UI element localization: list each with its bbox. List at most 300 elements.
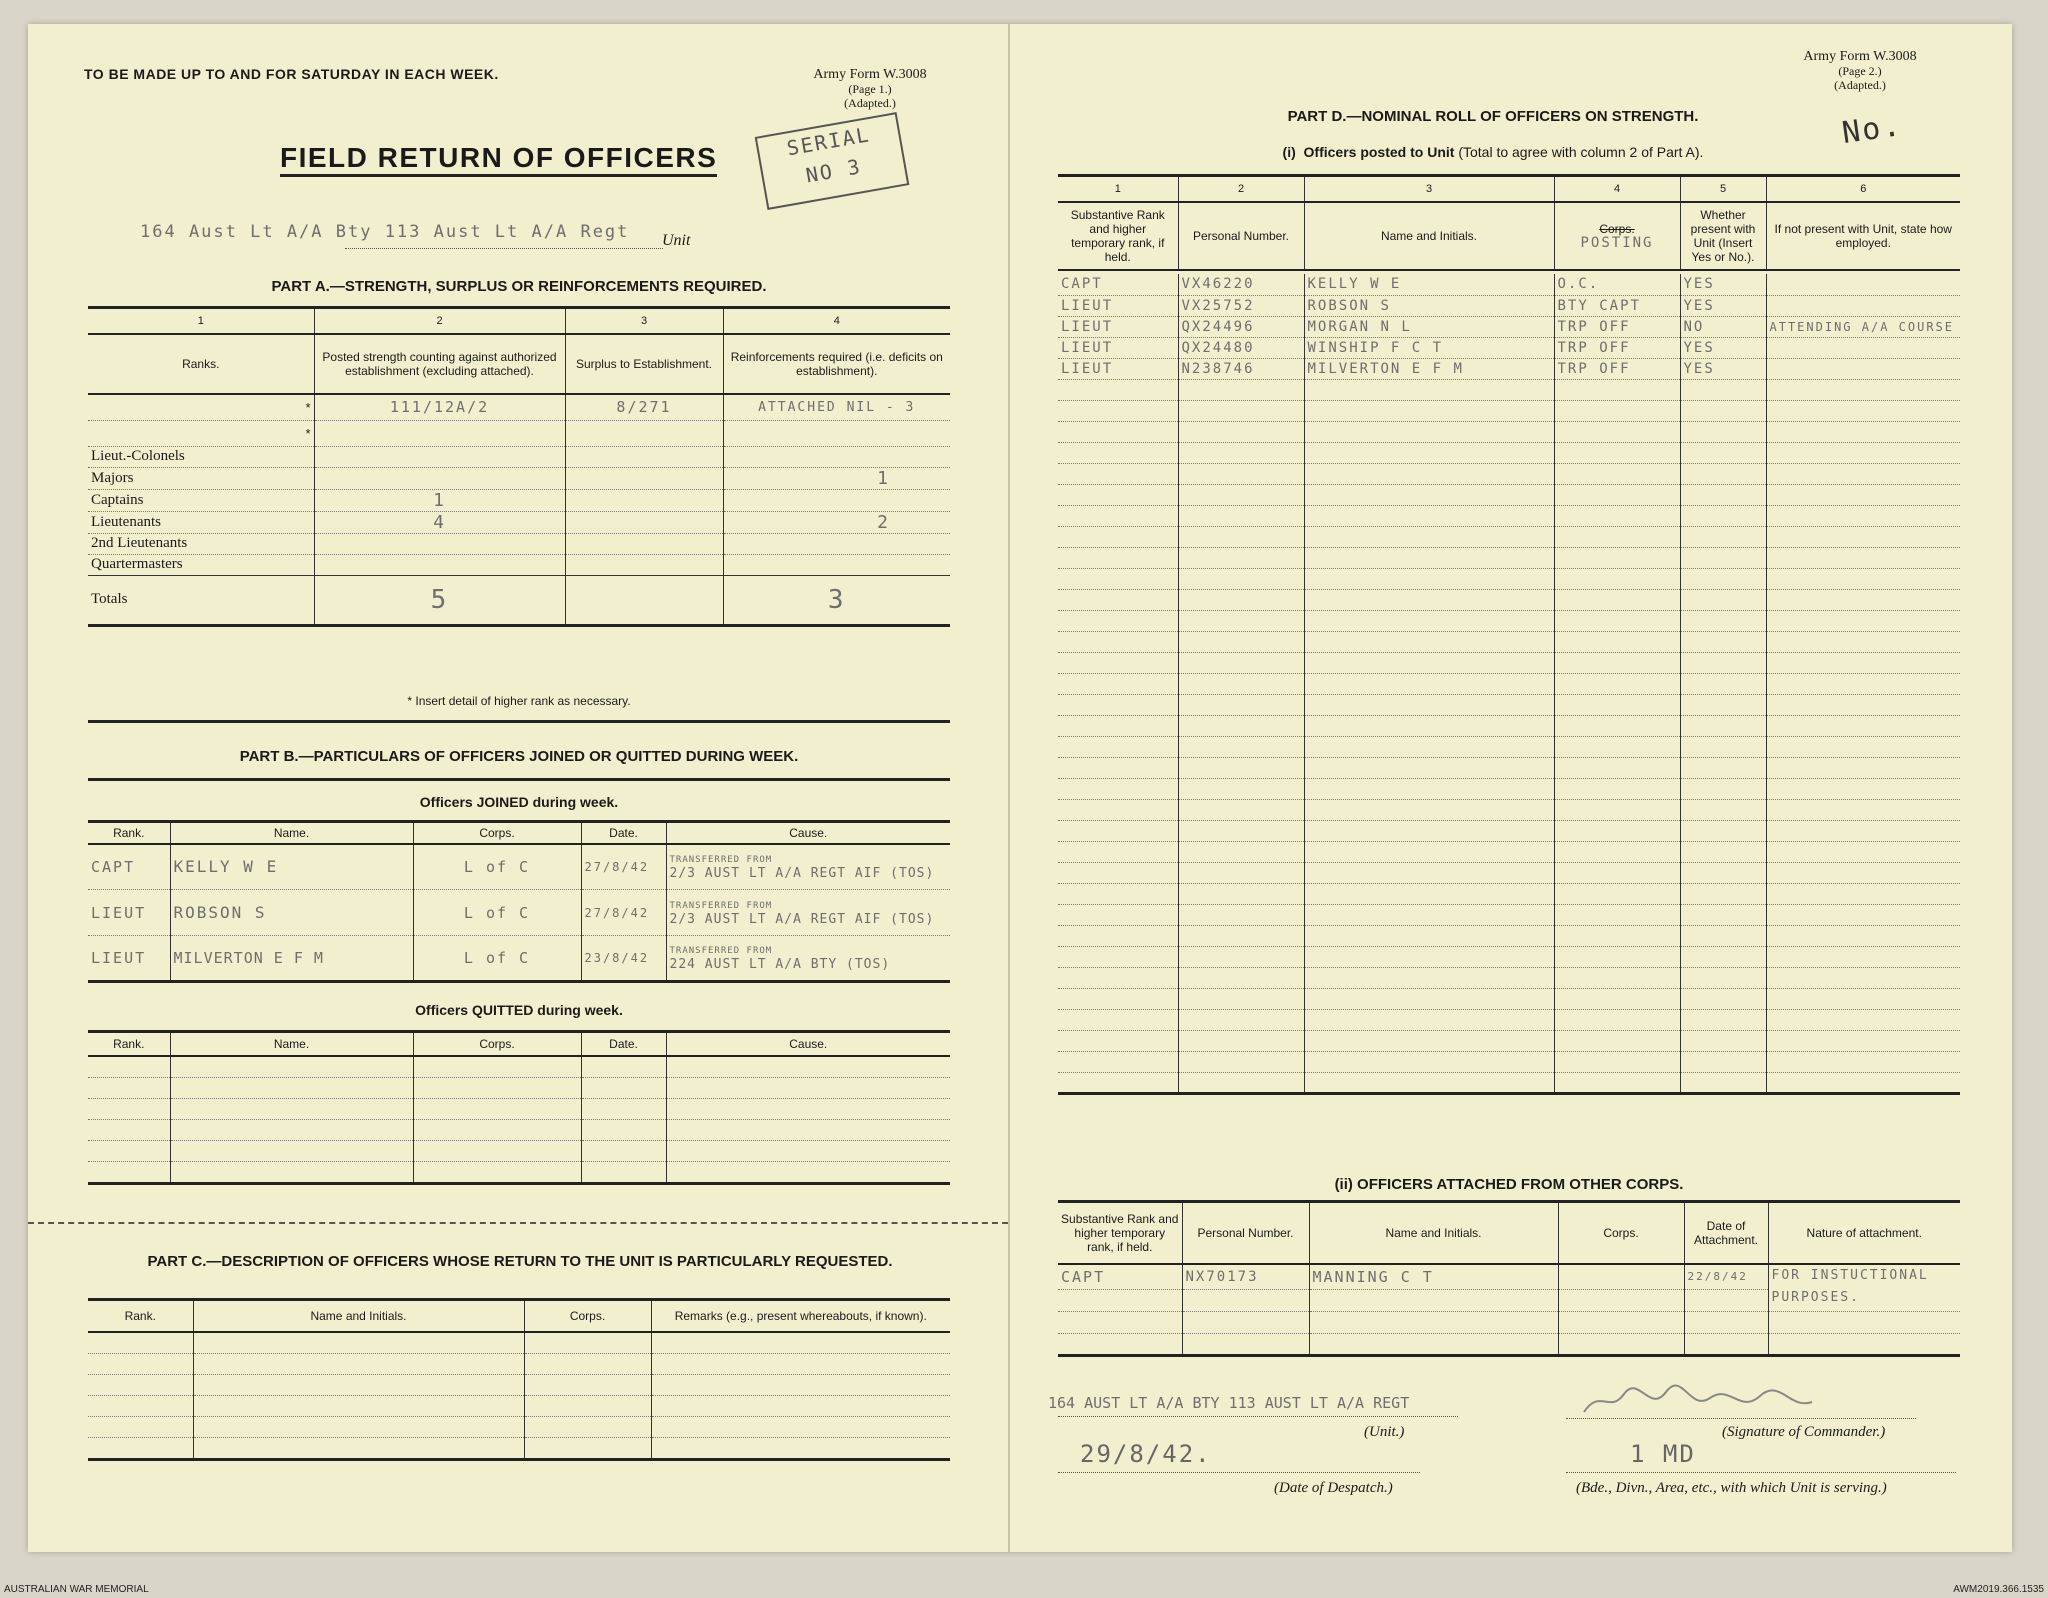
roll-rank bbox=[1058, 505, 1178, 526]
roll-present bbox=[1680, 925, 1766, 946]
roll-number bbox=[1178, 841, 1304, 862]
footer-left: AUSTRALIAN WAR MEMORIAL bbox=[4, 1584, 149, 1595]
reinf-value: 1 bbox=[723, 467, 950, 489]
form-instruction: TO BE MADE UP TO AND FOR SATURDAY IN EACH WEEK. bbox=[84, 66, 499, 82]
roll-number bbox=[1178, 463, 1304, 484]
part-a-table bbox=[88, 306, 950, 627]
roll-name: MORGAN N L bbox=[1304, 316, 1554, 337]
roll-employed bbox=[1766, 673, 1960, 694]
roll-name bbox=[1304, 610, 1554, 631]
nominal-roll-row bbox=[1058, 547, 1960, 568]
nominal-roll-row bbox=[1058, 295, 1960, 316]
roll-number: VX46220 bbox=[1178, 274, 1304, 295]
header-remarks: Remarks (e.g., present whereabouts, if known). bbox=[651, 1300, 950, 1332]
joined-cause: TRANSFERRED FROM 2/3 AUST LT A/A REGT AIF (TOS) bbox=[666, 890, 950, 936]
form-number-p2: Army Form W.3008 (Page 2.) (Adapted.) bbox=[1803, 49, 1917, 92]
part-c-table bbox=[88, 1298, 950, 1461]
roll-number bbox=[1178, 883, 1304, 904]
roll-posting bbox=[1554, 757, 1680, 778]
roll-number bbox=[1178, 1051, 1304, 1072]
roll-present bbox=[1680, 1051, 1766, 1072]
roll-present: YES bbox=[1680, 274, 1766, 295]
nominal-roll-row bbox=[1058, 820, 1960, 841]
surplus-value bbox=[565, 554, 723, 575]
form-title: FIELD RETURN OF OFFICERS bbox=[280, 142, 717, 177]
nominal-roll-row bbox=[1058, 925, 1960, 946]
roll-posting bbox=[1554, 904, 1680, 925]
col-num: 5 bbox=[1680, 176, 1766, 203]
nominal-roll-row bbox=[1058, 778, 1960, 799]
roll-posting bbox=[1554, 421, 1680, 442]
roll-employed bbox=[1766, 442, 1960, 463]
roll-number bbox=[1178, 673, 1304, 694]
joined-row bbox=[88, 844, 950, 890]
roll-rank bbox=[1058, 841, 1178, 862]
cut-line bbox=[28, 1222, 1008, 1224]
attached-corps bbox=[1558, 1264, 1684, 1290]
roll-employed bbox=[1766, 1009, 1960, 1030]
roll-employed bbox=[1766, 358, 1960, 379]
star-row-rank: * bbox=[88, 394, 314, 420]
roll-number bbox=[1178, 526, 1304, 547]
roll-employed bbox=[1766, 820, 1960, 841]
joined-title: Officers JOINED during week. bbox=[419, 794, 619, 810]
part-a-rule bbox=[88, 720, 950, 723]
roll-rank bbox=[1058, 799, 1178, 820]
roll-rank bbox=[1058, 778, 1178, 799]
roll-name bbox=[1304, 547, 1554, 568]
roll-rank: LIEUT bbox=[1061, 360, 1114, 377]
despatch-line bbox=[1058, 1472, 1420, 1473]
roll-rank bbox=[1058, 526, 1178, 547]
roll-name bbox=[1304, 1030, 1554, 1051]
reinf-value bbox=[723, 446, 950, 467]
part-d-rows bbox=[1058, 274, 1960, 1095]
nominal-roll-row bbox=[1058, 484, 1960, 505]
roll-posting bbox=[1554, 547, 1680, 568]
roll-rank bbox=[1058, 1009, 1178, 1030]
roll-posting bbox=[1554, 400, 1680, 421]
header-corps: Corps. bbox=[413, 822, 581, 844]
roll-posting bbox=[1554, 1030, 1680, 1051]
reinf-value: 2 bbox=[723, 511, 950, 533]
roll-number bbox=[1178, 820, 1304, 841]
reinf-value bbox=[723, 489, 950, 511]
col-num: 4 bbox=[1554, 176, 1680, 203]
roll-employed bbox=[1766, 967, 1960, 988]
roll-employed bbox=[1766, 757, 1960, 778]
signoff-unit: 164 AUST LT A/A BTY 113 AUST LT A/A REGT bbox=[1048, 1394, 1410, 1412]
roll-name bbox=[1304, 925, 1554, 946]
roll-rank bbox=[1058, 904, 1178, 925]
roll-posting bbox=[1554, 652, 1680, 673]
roll-name bbox=[1304, 505, 1554, 526]
roll-number bbox=[1178, 610, 1304, 631]
col-num: 2 bbox=[1178, 176, 1304, 203]
nominal-roll-row bbox=[1058, 673, 1960, 694]
roll-name bbox=[1304, 883, 1554, 904]
header-present: Whether present with Unit (Insert Yes or No.). bbox=[1680, 202, 1766, 270]
nominal-roll-row bbox=[1058, 568, 1960, 589]
totals-label: Totals bbox=[91, 591, 128, 607]
form-number: Army Form W.3008 (Page 1.) (Adapted.) bbox=[813, 67, 927, 110]
roll-name bbox=[1304, 736, 1554, 757]
roll-present bbox=[1680, 484, 1766, 505]
surplus-value bbox=[565, 446, 723, 467]
roll-present bbox=[1680, 904, 1766, 925]
roll-rank bbox=[1058, 736, 1178, 757]
nominal-roll-row bbox=[1058, 631, 1960, 652]
roll-employed bbox=[1766, 925, 1960, 946]
joined-date: 23/8/42 bbox=[581, 936, 666, 982]
attached-nature: FOR INSTUCTIONAL PURPOSES. bbox=[1768, 1264, 1960, 1312]
roll-present bbox=[1680, 736, 1766, 757]
roll-present bbox=[1680, 1072, 1766, 1093]
roll-present bbox=[1680, 379, 1766, 400]
posted-value: 1 bbox=[314, 489, 565, 511]
roll-employed bbox=[1766, 568, 1960, 589]
signature-line bbox=[1566, 1418, 1916, 1419]
roll-posting: TRP OFF bbox=[1554, 337, 1680, 358]
header-name: Name and Initials. bbox=[1304, 202, 1554, 270]
header-corps: Corps. bbox=[524, 1300, 651, 1332]
nominal-roll-row bbox=[1058, 358, 1960, 379]
header-employed: If not present with Unit, state how employed. bbox=[1766, 202, 1960, 270]
nominal-roll-row bbox=[1058, 505, 1960, 526]
unit-handwritten: 164 Aust Lt A/A Bty 113 Aust Lt A/A Regt bbox=[140, 222, 630, 242]
roll-name bbox=[1304, 967, 1554, 988]
roll-rank bbox=[1058, 1030, 1178, 1051]
roll-present bbox=[1680, 526, 1766, 547]
nominal-roll-row bbox=[1058, 316, 1960, 337]
header-ranks: Ranks. bbox=[182, 357, 220, 371]
roll-present bbox=[1680, 400, 1766, 421]
roll-posting: TRP OFF bbox=[1554, 316, 1680, 337]
header-number: Personal Number. bbox=[1182, 1202, 1309, 1264]
col-num: 6 bbox=[1766, 176, 1960, 203]
roll-present bbox=[1680, 463, 1766, 484]
roll-rank bbox=[1058, 568, 1178, 589]
roll-name bbox=[1304, 568, 1554, 589]
roll-rank bbox=[1058, 379, 1178, 400]
roll-posting bbox=[1554, 442, 1680, 463]
roll-number bbox=[1178, 757, 1304, 778]
roll-employed bbox=[1766, 421, 1960, 442]
nominal-roll-row bbox=[1058, 1072, 1960, 1093]
surplus-value bbox=[565, 467, 723, 489]
roll-present bbox=[1680, 547, 1766, 568]
roll-posting bbox=[1554, 988, 1680, 1009]
roll-number bbox=[1178, 400, 1304, 421]
joined-row bbox=[88, 936, 950, 982]
nominal-roll-row bbox=[1058, 610, 1960, 631]
unit-dotted-line bbox=[345, 248, 663, 249]
roll-name bbox=[1304, 820, 1554, 841]
col-num: 3 bbox=[565, 308, 723, 335]
header-corps: Corps. POSTING bbox=[1554, 202, 1680, 270]
roll-rank bbox=[1058, 946, 1178, 967]
header-rank: Rank. bbox=[88, 822, 170, 844]
roll-rank bbox=[1058, 1051, 1178, 1072]
header-rank: Substantive Rank and higher temporary rank, if held. bbox=[1070, 208, 1165, 264]
roll-present bbox=[1680, 820, 1766, 841]
header-rank: Substantive Rank and higher temporary rank, if held. bbox=[1058, 1202, 1182, 1264]
nominal-roll-row bbox=[1058, 757, 1960, 778]
nominal-roll-row bbox=[1058, 652, 1960, 673]
roll-present: YES bbox=[1680, 295, 1766, 316]
nominal-roll-row bbox=[1058, 589, 1960, 610]
header-surplus: Surplus to Establishment. bbox=[565, 334, 723, 394]
col-num: 3 bbox=[1304, 176, 1554, 203]
roll-rank bbox=[1058, 967, 1178, 988]
roll-rank bbox=[1058, 589, 1178, 610]
roll-name: WINSHIP F C T bbox=[1304, 337, 1554, 358]
roll-rank bbox=[1058, 883, 1178, 904]
header-cause: Cause. bbox=[666, 1032, 950, 1056]
posted-value: 4 bbox=[314, 511, 565, 533]
header-name: Name and Initials. bbox=[1309, 1202, 1558, 1264]
bde-label: (Bde., Divn., Area, etc., with which Unit is serving.) bbox=[1576, 1480, 1887, 1496]
joined-name: ROBSON S bbox=[170, 890, 413, 936]
nominal-roll-row bbox=[1058, 904, 1960, 925]
roll-number bbox=[1178, 904, 1304, 925]
roll-number bbox=[1178, 862, 1304, 883]
roll-rank bbox=[1058, 547, 1178, 568]
rank-label: Captains bbox=[88, 489, 314, 511]
part-d-sub-i: (i) Officers posted to Unit (Total to agree with column 2 of Part A). bbox=[1282, 144, 1704, 160]
roll-posting bbox=[1554, 925, 1680, 946]
roll-number bbox=[1178, 799, 1304, 820]
header-name: Name. bbox=[170, 1032, 413, 1056]
roll-name bbox=[1304, 799, 1554, 820]
roll-employed bbox=[1766, 526, 1960, 547]
roll-name bbox=[1304, 715, 1554, 736]
nominal-roll-row bbox=[1058, 442, 1960, 463]
nominal-roll-row bbox=[1058, 1051, 1960, 1072]
roll-posting bbox=[1554, 841, 1680, 862]
roll-name bbox=[1304, 673, 1554, 694]
roll-rank: LIEUT bbox=[1061, 297, 1114, 314]
roll-name: MILVERTON E F M bbox=[1304, 358, 1554, 379]
header-name-initials: Name and Initials. bbox=[193, 1300, 524, 1332]
joined-row bbox=[88, 890, 950, 936]
header-name: Name. bbox=[170, 822, 413, 844]
col-num: 1 bbox=[197, 315, 204, 327]
part-d-title: PART D.—NOMINAL ROLL OF OFFICERS ON STRENGTH. bbox=[1287, 108, 1699, 125]
posted-value bbox=[314, 446, 565, 467]
roll-posting bbox=[1554, 673, 1680, 694]
joined-name: MILVERTON E F M bbox=[170, 936, 413, 982]
reinf-value bbox=[723, 533, 950, 554]
roll-present bbox=[1680, 841, 1766, 862]
roll-posting bbox=[1554, 736, 1680, 757]
roll-employed bbox=[1766, 1051, 1960, 1072]
roll-present bbox=[1680, 694, 1766, 715]
roll-employed bbox=[1766, 337, 1960, 358]
roll-present bbox=[1680, 799, 1766, 820]
totals-posted: 5 bbox=[314, 575, 565, 625]
roll-rank bbox=[1058, 610, 1178, 631]
part-a-footnote: * Insert detail of higher rank as necessary. bbox=[407, 694, 631, 708]
part-b-rule bbox=[88, 778, 950, 781]
roll-posting bbox=[1554, 862, 1680, 883]
rank-label: Lieutenants bbox=[88, 511, 314, 533]
roll-present: YES bbox=[1680, 337, 1766, 358]
posted-value bbox=[314, 554, 565, 575]
header-rank: Rank. bbox=[88, 1300, 193, 1332]
roll-present bbox=[1680, 505, 1766, 526]
joined-date: 27/8/42 bbox=[581, 844, 666, 890]
despatch-date: 29/8/42. bbox=[1080, 1440, 1212, 1468]
star-row-reinforcements: ATTACHED NIL - 3 bbox=[723, 394, 950, 420]
footer-right: AWM2019.366.1535 bbox=[1953, 1584, 2044, 1595]
roll-name bbox=[1304, 631, 1554, 652]
nominal-roll-row bbox=[1058, 988, 1960, 1009]
nominal-roll-row bbox=[1058, 841, 1960, 862]
header-posted: Posted strength counting against authorized establishment (excluding attached). bbox=[314, 334, 565, 394]
roll-posting bbox=[1554, 715, 1680, 736]
nominal-roll-row bbox=[1058, 400, 1960, 421]
roll-employed bbox=[1766, 463, 1960, 484]
roll-employed bbox=[1766, 694, 1960, 715]
rank-label: Quartermasters bbox=[88, 554, 314, 575]
roll-number bbox=[1178, 778, 1304, 799]
roll-number bbox=[1178, 631, 1304, 652]
roll-number bbox=[1178, 547, 1304, 568]
roll-posting bbox=[1554, 1009, 1680, 1030]
attached-date: 22/8/42 bbox=[1684, 1264, 1768, 1290]
roll-employed bbox=[1766, 715, 1960, 736]
roll-present bbox=[1680, 967, 1766, 988]
roll-number bbox=[1178, 484, 1304, 505]
roll-employed bbox=[1766, 1030, 1960, 1051]
roll-number bbox=[1178, 925, 1304, 946]
joined-corps: L of C bbox=[413, 936, 581, 982]
roll-posting bbox=[1554, 883, 1680, 904]
joined-table bbox=[88, 820, 950, 983]
roll-name: ROBSON S bbox=[1304, 295, 1554, 316]
roll-name bbox=[1304, 904, 1554, 925]
part-d-table bbox=[1058, 174, 1960, 271]
roll-employed bbox=[1766, 484, 1960, 505]
roll-present bbox=[1680, 862, 1766, 883]
roll-posting bbox=[1554, 778, 1680, 799]
star-row-posted: 111/12A/2 bbox=[314, 394, 565, 420]
roll-posting bbox=[1554, 799, 1680, 820]
roll-number: QX24480 bbox=[1178, 337, 1304, 358]
roll-number bbox=[1178, 946, 1304, 967]
serial-stamp: SERIAL NO 3 bbox=[755, 112, 910, 210]
roll-name bbox=[1304, 526, 1554, 547]
roll-number bbox=[1178, 988, 1304, 1009]
roll-name bbox=[1304, 1051, 1554, 1072]
header-rank: Rank. bbox=[88, 1032, 170, 1056]
surplus-value bbox=[565, 511, 723, 533]
roll-employed bbox=[1766, 904, 1960, 925]
star-row-surplus: 8/271 bbox=[565, 394, 723, 420]
roll-number bbox=[1178, 442, 1304, 463]
roll-present bbox=[1680, 652, 1766, 673]
roll-present bbox=[1680, 421, 1766, 442]
attached-table bbox=[1058, 1200, 1960, 1357]
roll-rank bbox=[1058, 484, 1178, 505]
roll-present bbox=[1680, 589, 1766, 610]
roll-present bbox=[1680, 568, 1766, 589]
serial-no: No. bbox=[1839, 107, 1905, 152]
roll-rank bbox=[1058, 820, 1178, 841]
nominal-roll-row bbox=[1058, 421, 1960, 442]
roll-number bbox=[1178, 652, 1304, 673]
header-date-attached: Date of Attachment. bbox=[1684, 1202, 1768, 1264]
roll-number bbox=[1178, 736, 1304, 757]
reinf-value bbox=[723, 554, 950, 575]
header-corps: Corps. bbox=[1558, 1202, 1684, 1264]
roll-posting bbox=[1554, 589, 1680, 610]
roll-rank bbox=[1058, 652, 1178, 673]
roll-number bbox=[1178, 694, 1304, 715]
quitted-title: Officers QUITTED during week. bbox=[415, 1002, 623, 1018]
roll-posting bbox=[1554, 946, 1680, 967]
roll-employed bbox=[1766, 883, 1960, 904]
nominal-roll-row bbox=[1058, 736, 1960, 757]
part-b-title: PART B.—PARTICULARS OF OFFICERS JOINED OR QUITTED DURING WEEK. bbox=[239, 748, 799, 765]
roll-number: VX25752 bbox=[1178, 295, 1304, 316]
roll-rank bbox=[1058, 421, 1178, 442]
roll-rank bbox=[1058, 631, 1178, 652]
nominal-roll-row bbox=[1058, 337, 1960, 358]
roll-number bbox=[1178, 1072, 1304, 1093]
roll-employed bbox=[1766, 988, 1960, 1009]
roll-posting bbox=[1554, 694, 1680, 715]
joined-name: KELLY W E bbox=[170, 844, 413, 890]
roll-present bbox=[1680, 1009, 1766, 1030]
roll-rank: CAPT bbox=[1061, 276, 1103, 293]
roll-rank bbox=[1058, 694, 1178, 715]
bde-line bbox=[1566, 1472, 1956, 1473]
roll-name bbox=[1304, 694, 1554, 715]
nominal-roll-row bbox=[1058, 463, 1960, 484]
col-num: 4 bbox=[723, 308, 950, 335]
signoff-unit-label: (Unit.) bbox=[1364, 1424, 1405, 1440]
despatch-label: (Date of Despatch.) bbox=[1274, 1480, 1393, 1496]
joined-rank: CAPT bbox=[91, 857, 136, 876]
nominal-roll-row bbox=[1058, 526, 1960, 547]
roll-employed bbox=[1766, 1072, 1960, 1093]
roll-number bbox=[1178, 715, 1304, 736]
roll-present bbox=[1680, 673, 1766, 694]
nominal-roll-row bbox=[1058, 1009, 1960, 1030]
roll-name bbox=[1304, 988, 1554, 1009]
roll-posting bbox=[1554, 505, 1680, 526]
bde-handwritten: 1 MD bbox=[1630, 1440, 1696, 1468]
roll-present bbox=[1680, 946, 1766, 967]
header-cause: Cause. bbox=[666, 822, 950, 844]
roll-rank bbox=[1058, 862, 1178, 883]
joined-rank: LIEUT bbox=[91, 949, 147, 967]
nominal-roll-row bbox=[1058, 1030, 1960, 1051]
attached-name: MANNING C T bbox=[1309, 1264, 1558, 1290]
roll-employed bbox=[1766, 778, 1960, 799]
roll-number: QX24496 bbox=[1178, 316, 1304, 337]
roll-name bbox=[1304, 1009, 1554, 1030]
roll-posting bbox=[1554, 463, 1680, 484]
joined-corps: L of C bbox=[413, 890, 581, 936]
roll-number bbox=[1178, 568, 1304, 589]
roll-posting bbox=[1554, 568, 1680, 589]
roll-present bbox=[1680, 631, 1766, 652]
roll-number: N238746 bbox=[1178, 358, 1304, 379]
roll-rank bbox=[1058, 673, 1178, 694]
